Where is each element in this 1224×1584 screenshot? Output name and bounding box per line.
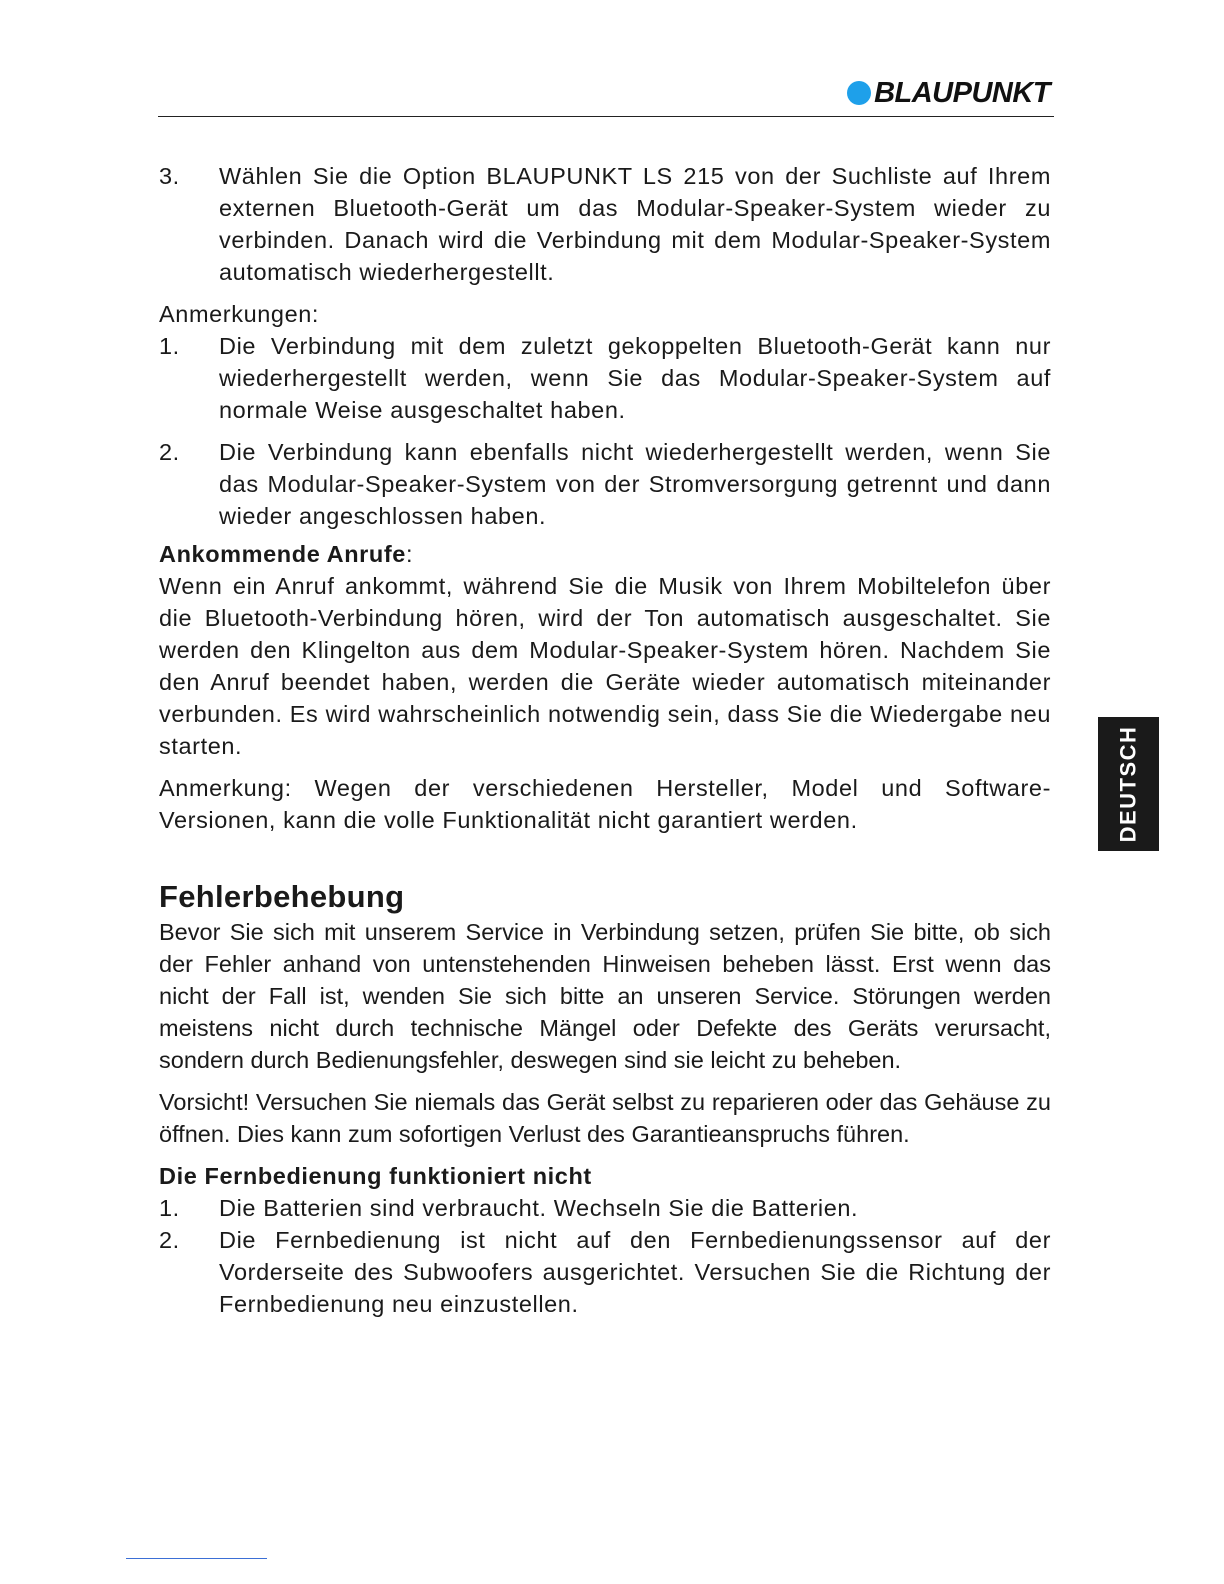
brand-logo xyxy=(847,78,1050,108)
remote-text: Die Fernbedienung ist nicht auf den Fernbedienungssensor auf der Vorderseite des Subwoofers ausgerichtet. Versuchen Sie die Richtung der Fernbedienung neu einzustellen. xyxy=(219,1227,1051,1317)
footer-rule xyxy=(126,1558,267,1559)
page-content xyxy=(159,160,1051,1320)
remote-number: 1. xyxy=(159,1195,180,1221)
remote-text: Die Batterien sind verbraucht. Wechseln Sie die Batterien. xyxy=(219,1195,859,1221)
brand-name: BLAUPUNKT xyxy=(874,77,1050,109)
incoming-calls-colon: : xyxy=(405,541,414,567)
remote-item xyxy=(159,1224,1051,1320)
incoming-calls-heading-line xyxy=(159,538,1051,570)
logo-dot-icon xyxy=(847,81,871,105)
incoming-calls-heading: Ankommende Anrufe xyxy=(159,541,406,567)
language-tab xyxy=(1098,717,1159,851)
remote-number: 2. xyxy=(159,1227,180,1253)
troubleshooting-intro: Bevor Sie sich mit unserem Service in Verbindung setzen, prüfen Sie bitte, ob sich der Fehler anhand von untenstehenden Hinweisen beheben lässt. Erst wenn das nicht der Fall ist, wenden Sie sich bitte an unseren Service. Störungen werden meistens nicht durch technische Mängel oder Defekte des Geräts verursacht, sondern durch Bedienungsfehler, deswegen sind sie leicht zu beheben. xyxy=(159,919,1051,1073)
note-item xyxy=(159,436,1051,532)
page-header xyxy=(158,70,1054,117)
incoming-calls-body: Wenn ein Anruf ankommt, während Sie die Musik von Ihrem Mobiltelefon über die Bluetooth-Verbindung hören, wird der Ton automatisch ausgeschaltet. Sie werden den Klingelton aus dem Modular-Speaker-System hören. Nachdem Sie den Anruf beendet haben, werden die Geräte wieder automatisch miteinander verbunden. Es wird wahrscheinlich notwendig sein, dass Sie die Wiedergabe neu starten. xyxy=(159,573,1051,759)
step-item xyxy=(159,160,1051,288)
note-number: 1. xyxy=(159,333,180,359)
troubleshooting-warning: Vorsicht! Versuchen Sie niemals das Gerät selbst zu reparieren oder das Gehäuse zu öffnen. Dies kann zum sofortigen Verlust des Garantieanspruchs führen. xyxy=(159,1089,1051,1147)
note-item xyxy=(159,330,1051,426)
troubleshooting-title: Fehlerbehebung xyxy=(159,879,405,914)
incoming-calls-note: Anmerkung: Wegen der verschiedenen Hersteller, Model und Software-Versionen, kann die volle Funktionalität nicht garantiert werden. xyxy=(159,775,1051,833)
remote-item xyxy=(159,1192,1051,1224)
note-number: 2. xyxy=(159,439,180,465)
language-tab-label: DEUTSCH xyxy=(1115,725,1141,843)
remote-heading: Die Fernbedienung funktioniert nicht xyxy=(159,1163,592,1189)
step-text: Wählen Sie die Option BLAUPUNKT LS 215 von der Suchliste auf Ihrem externen Bluetooth-Gerät um das Modular-Speaker-System wieder zu verbinden. Danach wird die Verbindung mit dem Modular-Speaker-System automatisch wiederhergestellt. xyxy=(219,163,1051,285)
notes-heading: Anmerkungen: xyxy=(159,301,320,327)
note-text: Die Verbindung mit dem zuletzt gekoppelten Bluetooth-Gerät kann nur wiederhergestellt werden, wenn Sie das Modular-Speaker-System auf normale Weise ausgeschaltet haben. xyxy=(219,333,1051,423)
note-text: Die Verbindung kann ebenfalls nicht wiederhergestellt werden, wenn Sie das Modular-Speaker-System von der Stromversorgung getrennt und dann wieder angeschlossen haben. xyxy=(219,439,1051,529)
step-number: 3. xyxy=(159,163,180,189)
